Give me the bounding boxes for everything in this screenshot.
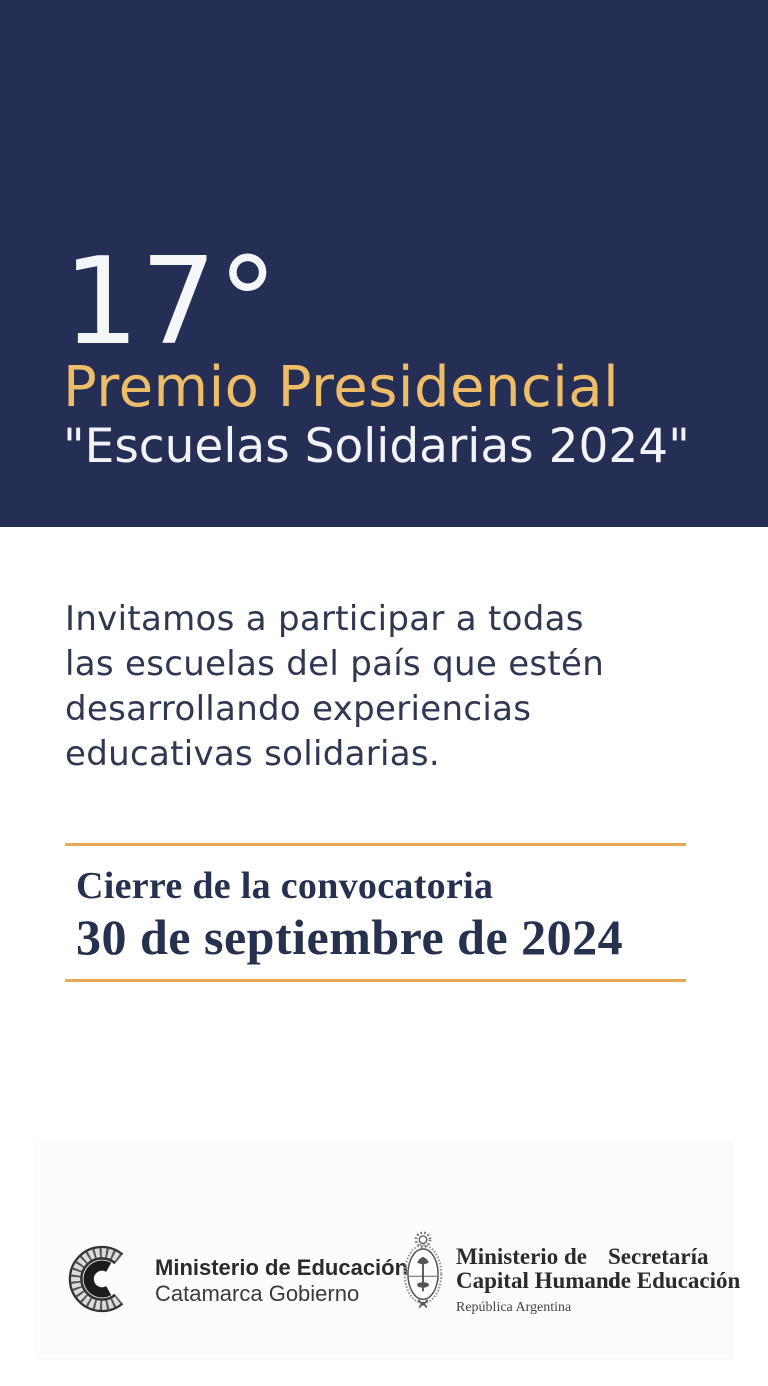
hero-banner	[0, 0, 768, 527]
deadline-label: Cierre de la convocatoria	[76, 865, 494, 907]
catamarca-ministry-text	[155, 1255, 408, 1307]
deadline-block	[65, 843, 686, 982]
award-title: Premio Presidencial	[63, 355, 620, 420]
invitation-paragraph	[65, 597, 604, 777]
secretaria-educacion-text	[608, 1245, 740, 1293]
edition-number: 17°	[63, 233, 279, 372]
capital-humano-name-line2: Capital Humano	[456, 1268, 621, 1293]
award-subtitle: "Escuelas Solidarias 2024"	[63, 419, 690, 474]
catamarca-c-logo-icon	[67, 1245, 139, 1313]
invitation-line: las escuelas del país que estén	[65, 644, 605, 684]
capital-humano-name-line1: Ministerio de	[456, 1244, 587, 1269]
republica-argentina-label: República Argentina	[456, 1300, 572, 1315]
catamarca-ministry-name: Ministerio de Educación	[155, 1255, 409, 1280]
invitation-line: educativas solidarias.	[65, 734, 441, 774]
secretaria-name-line1: Secretaría	[608, 1244, 709, 1269]
footer-logos-card	[36, 1140, 741, 1360]
catamarca-government-name: Catamarca Gobierno	[155, 1281, 360, 1306]
invitation-line: desarrollando experiencias	[65, 689, 532, 729]
invitation-line: Invitamos a participar a todas	[65, 599, 584, 639]
deadline-date: 30 de septiembre de 2024	[76, 909, 624, 965]
argentina-coat-of-arms-icon	[401, 1229, 445, 1315]
capital-humano-ministry-text	[456, 1245, 620, 1320]
secretaria-name-line2: de Educación	[608, 1268, 741, 1293]
